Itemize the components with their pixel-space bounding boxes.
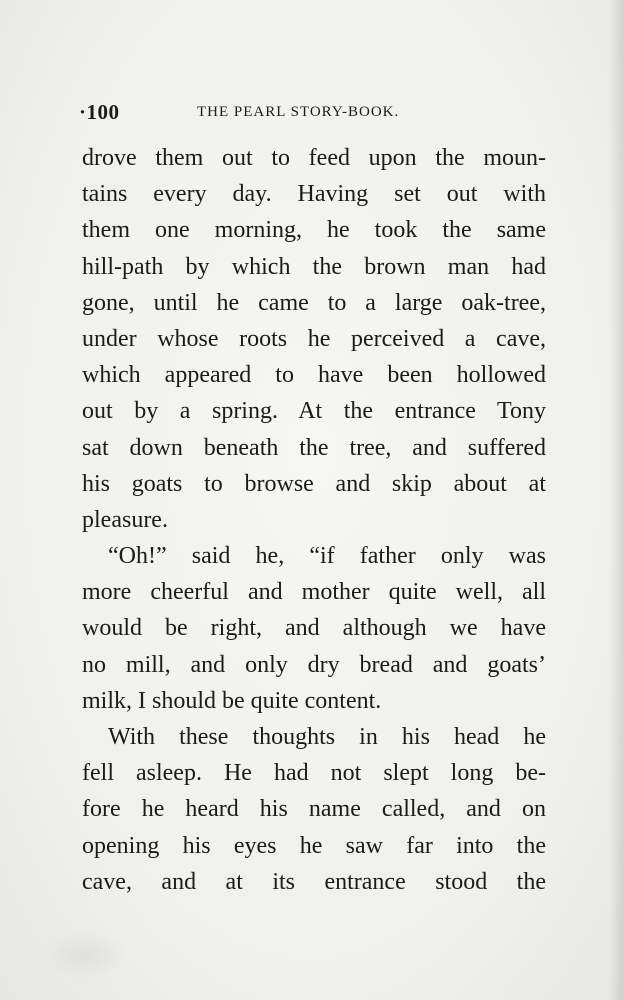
text-line: them one morning, he took the same	[82, 217, 546, 244]
text-line: cave, and at its entrance stood the	[82, 868, 546, 895]
text-line: tains every day. Having set out with	[82, 181, 546, 208]
paper-stain	[40, 930, 130, 980]
text-line: drove them out to feed upon the moun-	[82, 145, 546, 171]
text-line: under whose roots he perceived a cave,	[82, 325, 546, 352]
running-head: THE PEARL STORY-BOOK.	[197, 104, 400, 120]
text-line: more cheerful and mother quite well, all	[82, 579, 546, 606]
page-header	[79, 100, 549, 130]
text-line: fell asleep. He had not slept long be-	[82, 760, 546, 787]
text-line: “Oh!” said he, “if father only was	[108, 543, 546, 570]
text-line: his goats to browse and skip about at	[82, 470, 546, 497]
text-line: With these thoughts in his head he	[108, 724, 546, 750]
text-line: which appeared to have been hollowed	[82, 362, 546, 389]
text-line: opening his eyes he saw far into the	[82, 832, 546, 859]
text-line: pleasure.	[82, 506, 168, 533]
text-line: out by a spring. At the entrance Tony	[82, 398, 546, 425]
spine-shadow	[609, 0, 623, 1000]
body-text	[82, 140, 546, 900]
page-number: ·100	[79, 100, 120, 124]
text-line: gone, until he came to a large oak-tree,	[82, 289, 546, 316]
text-line: fore he heard his name called, and on	[82, 796, 546, 823]
text-line: milk, I should be quite content.	[82, 687, 382, 714]
text-line: no mill, and only dry bread and goats’	[82, 651, 546, 678]
text-line: would be right, and although we have	[82, 615, 546, 642]
text-line: hill-path by which the brown man had	[82, 253, 546, 280]
text-line: sat down beneath the tree, and suffered	[82, 434, 546, 461]
